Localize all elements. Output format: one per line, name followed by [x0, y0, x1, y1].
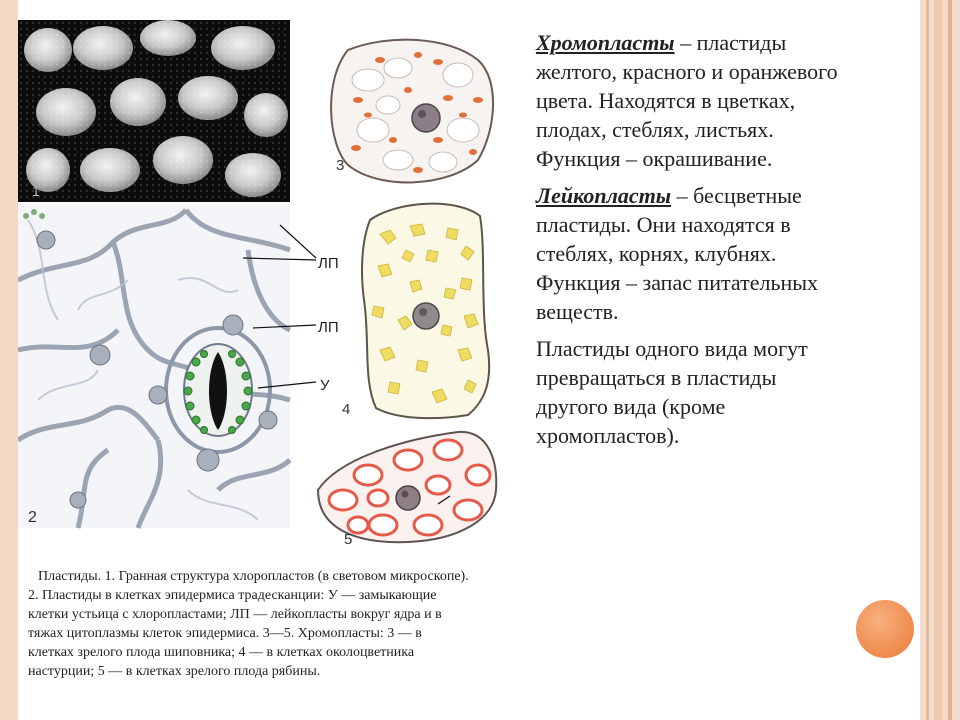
panel-5-rowan-cell: [318, 432, 496, 542]
caption-line: клетки устьица с хлоропластами; ЛП — лейкопласты вокруг ядра и в: [28, 607, 442, 622]
chromoplasts-term: Хромопласты: [536, 30, 675, 55]
panel-1-grana: [18, 20, 290, 202]
leucoplasts-line: веществ.: [536, 299, 619, 324]
transformation-line: хромопластов).: [536, 423, 680, 448]
leucoplasts-term: Лейкопласты: [536, 183, 672, 208]
chromoplasts-line: желтого, красного и оранжевого: [536, 59, 838, 84]
transformation-line: другого вида (кроме: [536, 394, 726, 419]
chromoplasts-line: – пластиды: [674, 30, 787, 55]
transformation-line: Пластиды одного вида могут: [536, 336, 808, 361]
lp-label-top: ЛП: [318, 255, 339, 272]
chromoplasts-line: Функция – окрашивание.: [536, 146, 773, 171]
panel-2-epidermis: [18, 204, 316, 528]
caption-line: клетках зрелого плода шиповника; 4 — в клетках околоцветника: [28, 645, 415, 660]
left-frame-border: [0, 0, 18, 720]
right-frame-stripe: [934, 0, 942, 720]
leucoplasts-line: стеблях, корнях, клубнях.: [536, 241, 777, 266]
u-label: У: [320, 377, 330, 394]
transformation-paragraph: [536, 334, 916, 450]
plastids-figure: [18, 20, 512, 550]
lp-label-mid: ЛП: [318, 319, 339, 336]
panel-3-rosehip-cell: [331, 40, 493, 183]
leucoplasts-line: Функция – запас питательных: [536, 270, 819, 295]
panel-4-label: 4: [342, 401, 351, 418]
chromoplasts-line: цвета. Находятся в цветках,: [536, 88, 796, 113]
leucoplasts-paragraph: [536, 181, 916, 326]
caption-line: 2. Пластиды в клетках эпидермиса традесканции: У — замыкающие: [28, 588, 437, 603]
panel-1-label: 1: [32, 183, 40, 199]
caption-line: Пластиды. 1. Гранная структура хлоропластов (в световом микроскопе).: [38, 569, 469, 584]
caption-line: настурции; 5 — в клетках зрелого плода рябины.: [28, 664, 321, 679]
leucoplasts-line: пластиды. Они находятся в: [536, 212, 791, 237]
leucoplasts-line: – бесцветные: [671, 183, 802, 208]
plastid-description: [536, 28, 916, 458]
chromoplasts-line: плодах, стеблях, листьях.: [536, 117, 774, 142]
panel-2-label: 2: [28, 509, 37, 526]
caption-line: тяжах цитоплазмы клеток эпидермиса. 3—5. Хромопласты: 3 — в: [28, 626, 422, 641]
figure-caption: [28, 567, 568, 681]
panel-4-nasturtium-cell: [362, 204, 489, 418]
decorative-orange-circle: [856, 600, 914, 658]
right-frame-stripe: [948, 0, 952, 720]
panel-3-label: 3: [336, 157, 345, 174]
transformation-line: превращаться в пластиды: [536, 365, 777, 390]
panel-5-label: 5: [344, 531, 353, 548]
chromoplasts-paragraph: [536, 28, 916, 173]
right-frame-stripe: [926, 0, 929, 720]
